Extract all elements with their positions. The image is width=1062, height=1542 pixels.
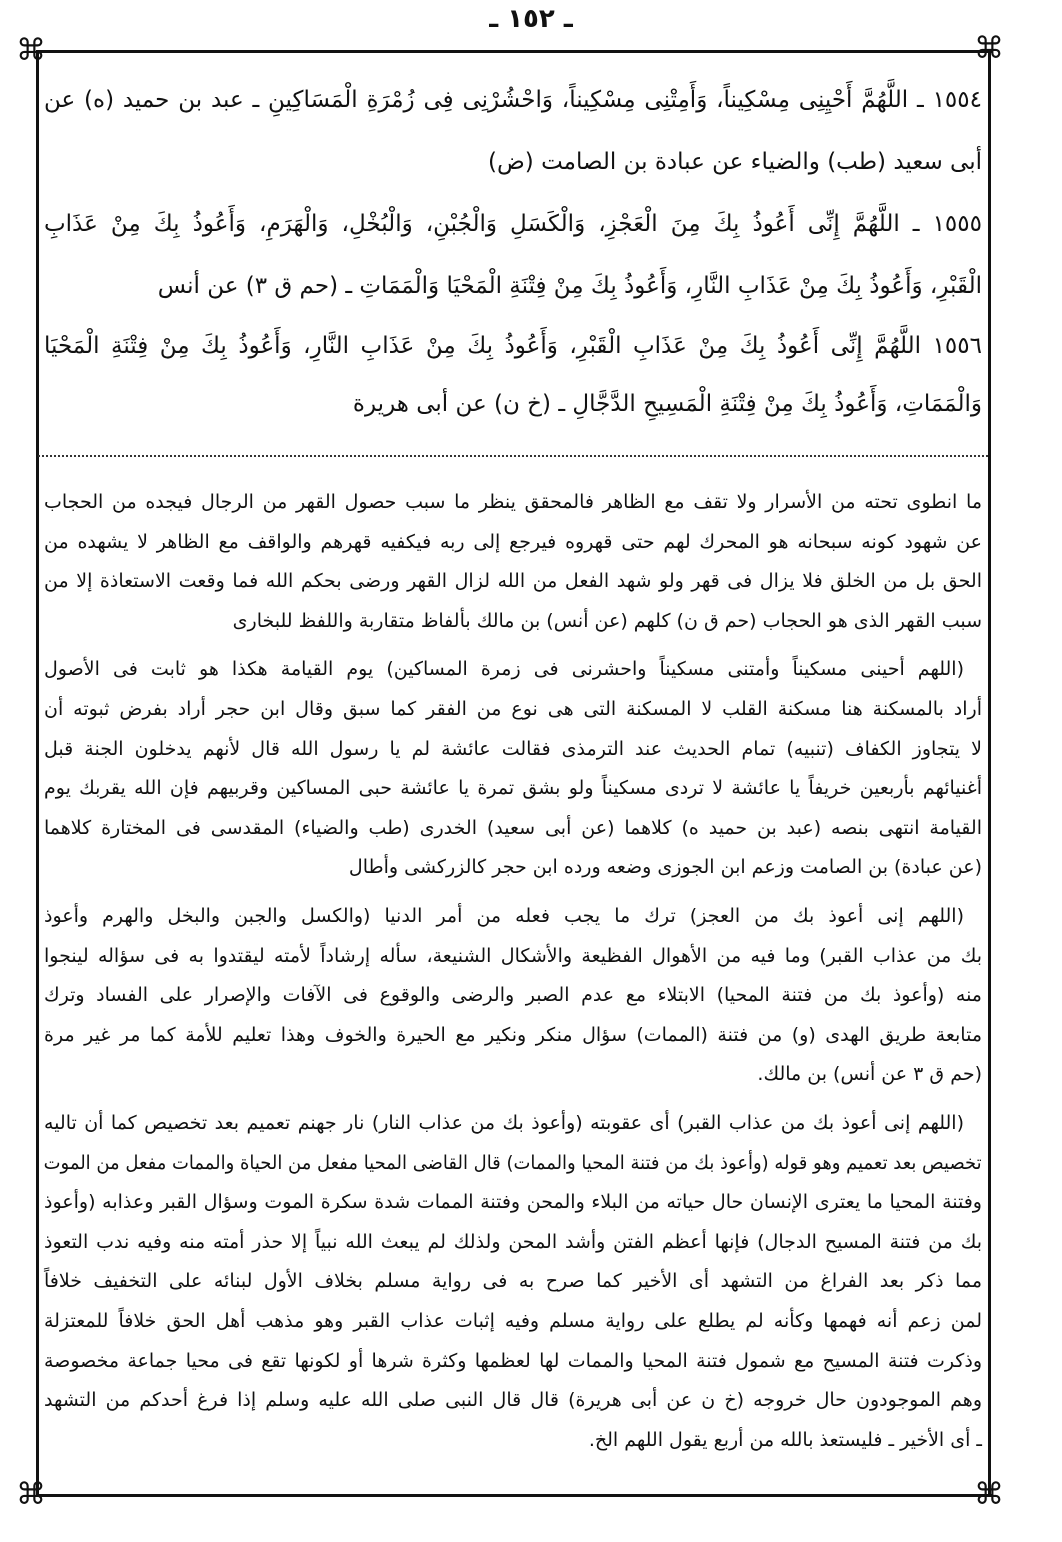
line-text: لمن زعم أنه فهمها وكأنه لم يطلع على رواية مسلم وفيه إثبات عذاب القبر وهو مذهب أهل الحق خلافاً للمعتزلة xyxy=(44,1310,982,1332)
commentary-line xyxy=(44,1385,982,1415)
hadith-1555-line xyxy=(44,266,982,306)
line-text: الحق بل من الخلق فلا يزال فى قهر ولو شهد الفعل من الله لزال القهر ورضى بحكم الله فما وقعت الاستعاذة إلا من xyxy=(44,570,982,593)
line-text: الْقَبْرِ، وَأَعُوذُ بِكَ مِنْ عَذَابِ النَّارِ، وَأَعُوذُ بِكَ مِنْ فِتْنَةِ الْمَحْيَا وَالْمَمَاتِ ـ (حم ق ٣) عن أنس xyxy=(157,273,982,299)
corner-ornament-icon: ⌘ xyxy=(974,1477,1004,1512)
line-text: ما انطوى تحته من الأسرار ولا تقف مع الظاهر فالمحقق ينظر ما سبب حصول القهر من الرجال فيجده من الحجاب xyxy=(44,491,982,513)
commentary-line xyxy=(44,1148,982,1178)
commentary-line xyxy=(44,1187,982,1217)
commentary-line xyxy=(44,1059,982,1089)
line-text: وذكرت فتنة المسيح مع شمول فتنة المحيا والممات لها لعظمها وكثرة شرها أو لكونها تقع فى محيا جماعة مخصوصة xyxy=(44,1349,982,1372)
line-text: منه (وأعوذ بك من فتنة المحيا) الابتلاء مع عدم الصبر والرضى والوقوع فى الآفات والإصرار على الفساد وترك xyxy=(44,984,982,1007)
hadith-1554-line xyxy=(44,142,982,182)
commentary-line xyxy=(44,527,982,557)
line-text: سبب القهر الذى هو الحجاب (حم ق ن) كلهم (عن أنس) بن مالك بألفاظ متقاربة واللفظ للبخارى xyxy=(232,609,982,632)
line-text: (اللهم أحينى مسكيناً وأمتنى مسكيناً واحشرنى فى زمرة المساكين) يوم القيامة هكذا هو ثابت فى الأصول xyxy=(44,658,964,681)
commentary-line xyxy=(44,734,982,764)
line-text: بك من عذاب القبر) وما فيه من الأهوال الفظيعة والأشكال الشنيعة، سأله إرشاداً لأمته ليقتدوا به فى سؤاله لينجوا xyxy=(44,944,982,967)
commentary-line xyxy=(44,901,982,931)
commentary-line xyxy=(44,654,982,684)
commentary-line xyxy=(44,566,982,596)
commentary-line xyxy=(44,1227,982,1257)
right-border xyxy=(988,50,991,1496)
commentary-line xyxy=(44,487,982,517)
line-text: ـ أى الأخير ـ فليستعذ بالله من أربع يقول اللهم الخ. xyxy=(588,1428,982,1451)
line-text: ١٥٥٦ اللَّهُمَّ إِنِّى أَعُوذُ بِكَ مِنْ عَذَابِ الْقَبْرِ، وَأَعُوذُ بِكَ مِنْ عَذَابِ النَّارِ، وَأَعُوذُ بِكَ مِنْ فِتْنَةِ الْمَحْيَا xyxy=(44,333,982,359)
commentary-line xyxy=(44,1425,982,1455)
commentary-line xyxy=(44,980,982,1010)
line-text: عن شهود كونه سبحانه هو المحرك لهم حتى قهروه فيرجع إلى ربه فيكفيه قهرهم والواقف مع الظاهر لا يشهده من xyxy=(44,530,982,553)
hadith-1556-line xyxy=(44,384,982,424)
commentary-line xyxy=(44,1020,982,1050)
line-text: ١٥٥٤ ـ اللَّهُمَّ أَحْيِنِى مِسْكِيناً، وَأَمِتْنِى مِسْكِيناً، وَاحْشُرْنِى فِى زُمْرَةِ الْمَسَاكِينِ ـ عبد بن حميد (ه) عن xyxy=(44,87,982,113)
line-text: (اللهم إنى أعوذ بك من عذاب القبر) أى عقوبته (وأعوذ بك من عذاب النار) نار جهنم تعميم بعد تخصيص كما أن تاليه xyxy=(44,1112,964,1134)
section-divider xyxy=(38,455,988,457)
left-border xyxy=(36,50,39,1496)
line-text: وَالْمَمَاتِ، وَأَعُوذُ بِكَ مِنْ فِتْنَةِ الْمَسِيحِ الدَّجَّالِ ـ (خ ن) عن أبى هريرة xyxy=(352,391,982,417)
line-text: أراد بالمسكنة هنا مسكنة القلب لا المسكنة التى هى نوع من الفقر كما سبق وقال ابن حجر أراد بفرض ثبوته أن xyxy=(44,698,982,720)
line-text: وهم الموجودون حال خروجه (خ ن عن أبى هريرة) قال قال النبى صلى الله عليه وسلم إذا فرغ أحدكم من التشهد xyxy=(44,1389,982,1412)
hadith-1555-line xyxy=(44,204,982,244)
corner-ornament-icon: ⌘ xyxy=(16,1477,46,1512)
line-text: أغنيائهم بأربعين خريفاً يا عائشة لا تردى مسكيناً ولو بشق تمرة يا عائشة حبى المساكين وقربيهم فإن الله يقربك يوم xyxy=(44,777,982,800)
line-text: أبى سعيد (طب) والضياء عن عبادة بن الصامت (ض) xyxy=(488,149,982,175)
line-text: (اللهم إنى أعوذ بك من العجز) ترك ما يجب فعله من أمر الدنيا (والكسل والجبن والبخل والهرم وأعوذ xyxy=(44,905,964,927)
commentary-line xyxy=(44,606,982,636)
line-text: (حم ق ٣ عن أنس) بن مالك. xyxy=(757,1063,982,1086)
hadith-1554-line xyxy=(44,80,982,120)
top-rule xyxy=(36,50,992,53)
commentary-line xyxy=(44,852,982,882)
commentary-line xyxy=(44,813,982,843)
page-number: ـ ١٥٢ ـ xyxy=(489,4,573,34)
corner-ornament-icon: ⌘ xyxy=(16,33,46,68)
bottom-rule xyxy=(36,1494,992,1497)
hadith-1556-line xyxy=(44,326,982,366)
commentary-line xyxy=(44,1306,982,1336)
corner-ornament-icon: ⌘ xyxy=(974,31,1004,66)
commentary-line xyxy=(44,1266,982,1296)
commentary-line xyxy=(44,773,982,803)
commentary-line xyxy=(44,694,982,724)
line-text: تخصيص بعد تعميم وهو قوله (وأعوذ بك من فتنة المحيا والممات) قال القاضى المحيا مفعل من الحياة والممات مفعل من الموت xyxy=(44,1151,982,1174)
line-text: (عن عبادة) بن الصامت وزعم ابن الجوزى وضعه ورده ابن حجر كالزركشى وأطال xyxy=(348,856,982,879)
commentary-line xyxy=(44,941,982,971)
line-text: مما ذكر بعد الفراغ من التشهد أى الأخير كما صرح به فى رواية مسلم بخلاف الأول لبنائه على التخفيف خلافاً xyxy=(44,1270,982,1293)
line-text: بك من فتنة المسيح الدجال) فإنها أعظم الفتن وأشد المحن ولذلك لم يبعث الله نبياً إلا حذر أمته منه وفيه ندب التعوذ xyxy=(44,1230,982,1253)
commentary-line xyxy=(44,1108,982,1138)
commentary-line xyxy=(44,1346,982,1376)
line-text: لا يتجاوز الكفاف (تنبيه) تمام الحديث عند الترمذى فقالت عائشة لم يا رسول الله قال لأنهم يدخلون الجنة قبل xyxy=(44,737,982,760)
line-text: متابعة طريق الهدى (و) من فتنة (الممات) سؤال منكر ونكير مع الحيرة والخوف وهذا تعليم للأمة كما مر غير مرة xyxy=(44,1023,982,1046)
line-text: القيامة انتهى بنصه (عبد بن حميد ه) كلاهما (عن أبى سعيد) الخدرى (طب والضياء) المقدسى فى المختارة كلاهما xyxy=(44,816,982,839)
line-text: وفتنة المحيا ما يعترى الإنسان حال حياته من البلاء والمحن وفتنة الممات شدة سكرة الموت وسؤال القبر وعذابه (وأعوذ xyxy=(44,1191,982,1214)
line-text: ١٥٥٥ ـ اللَّهُمَّ إِنِّى أَعُوذُ بِكَ مِنَ الْعَجْزِ، وَالْكَسَلِ وَالْجُبْنِ، وَالْبُخْلِ، وَالْهَرَمِ، وَأَعُوذُ بِكَ مِنْ عَذَابِ xyxy=(44,211,982,237)
